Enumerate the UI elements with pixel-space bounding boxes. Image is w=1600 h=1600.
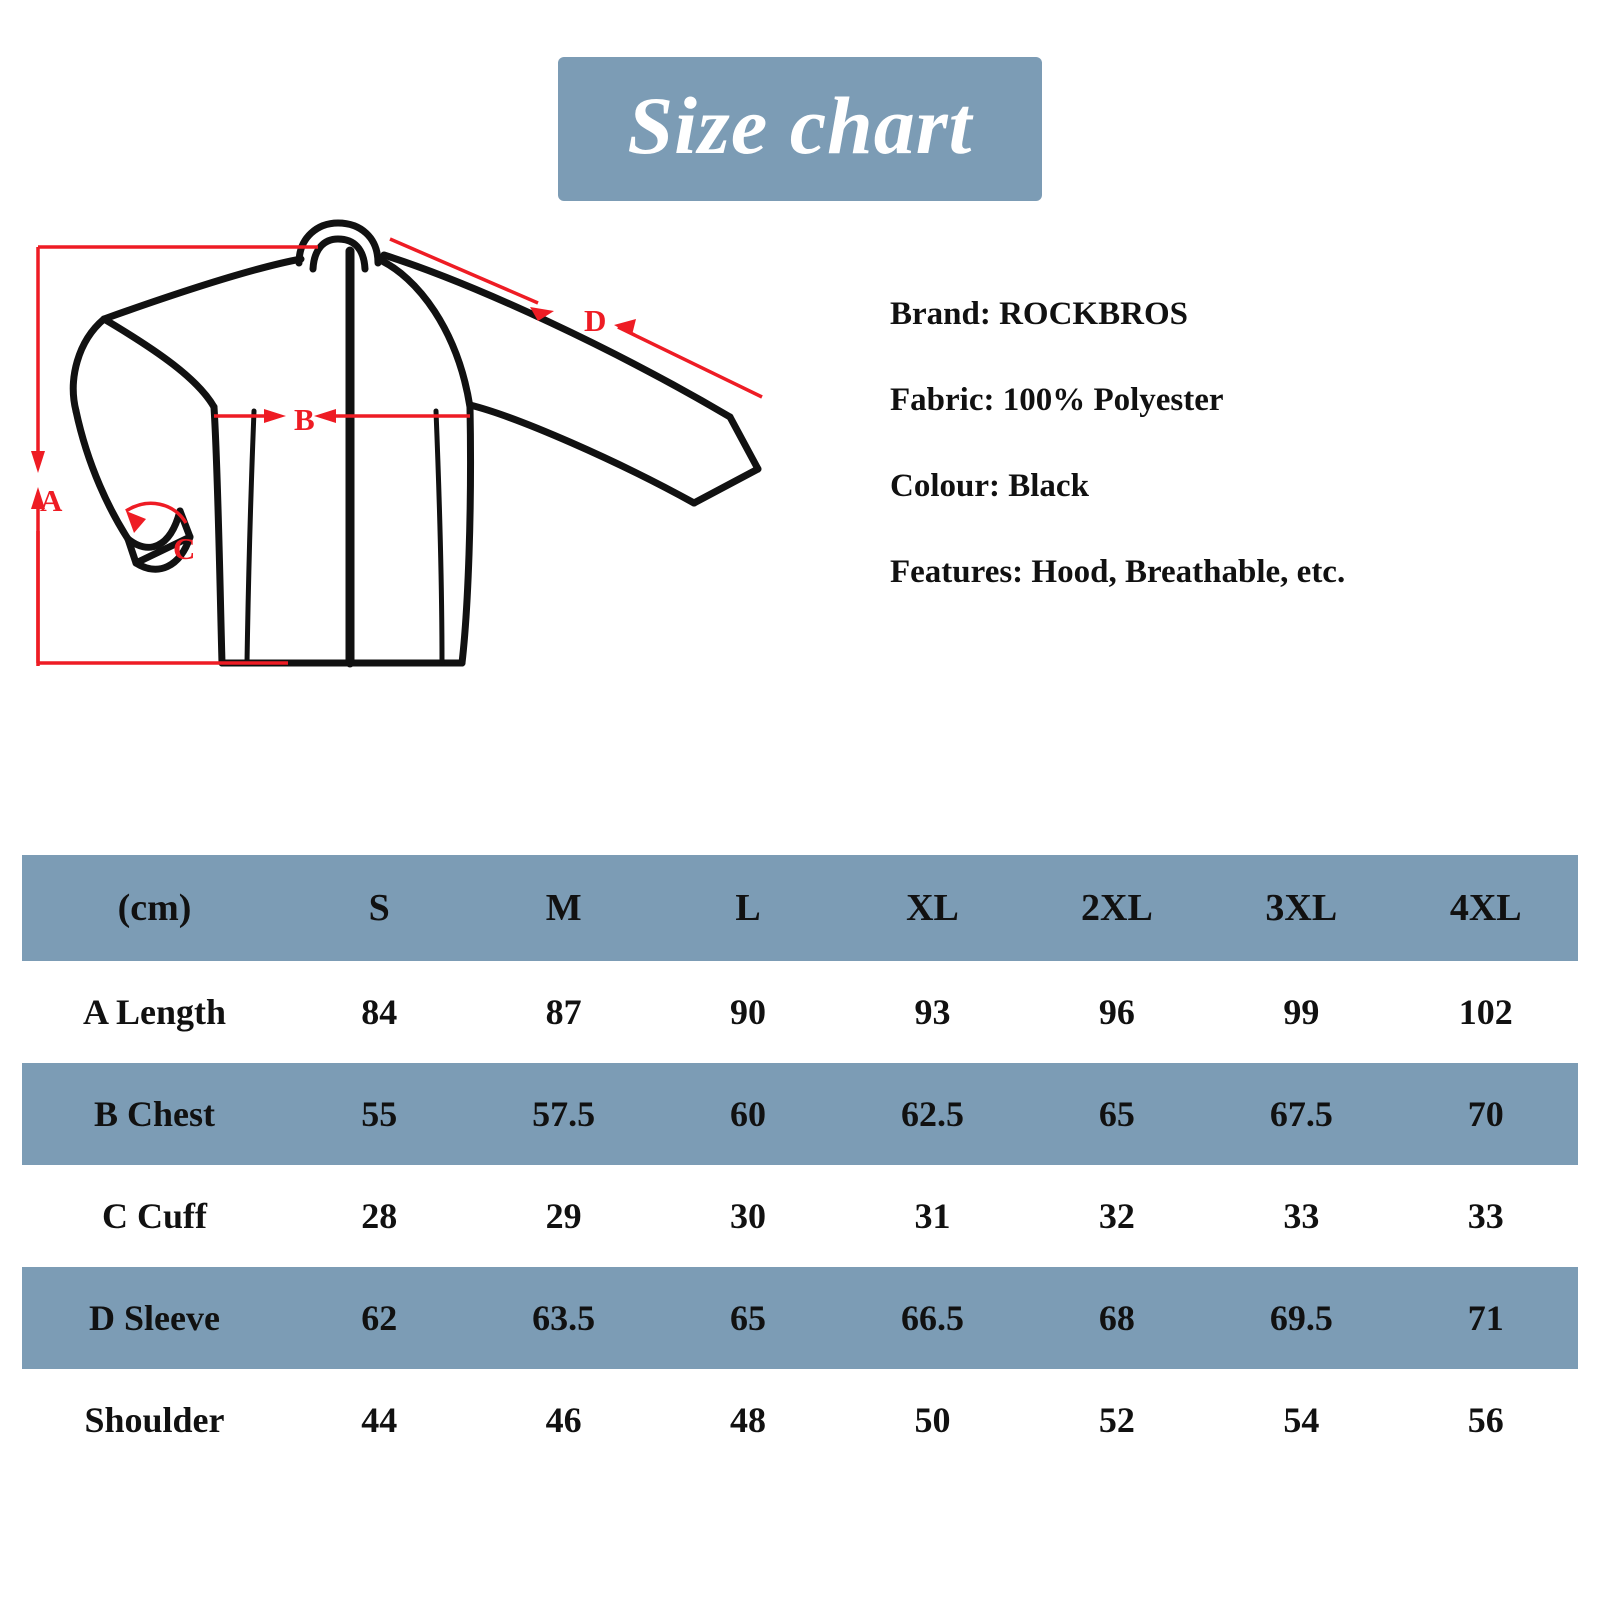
col-header-s: S — [368, 887, 390, 929]
spec-features: Features: Hood, Breathable, etc. — [890, 554, 1346, 590]
cell-a-length-xl: 93 — [914, 992, 951, 1032]
cell-d-sleeve-2xl: 68 — [1098, 1298, 1135, 1338]
row-label-d-sleeve: D Sleeve — [89, 1298, 220, 1338]
col-header-l: L — [735, 887, 761, 929]
row-label-a-length: A Length — [82, 992, 227, 1032]
table-row — [22, 1165, 1578, 1267]
cell-b-chest-2xl: 65 — [1098, 1094, 1135, 1134]
col-header-2xl: 2XL — [1081, 887, 1153, 929]
cell-a-length-4xl: 102 — [1458, 992, 1513, 1032]
cell-d-sleeve-l: 65 — [730, 1298, 767, 1338]
cell-shoulder-3xl: 54 — [1283, 1400, 1320, 1440]
cell-shoulder-m: 46 — [545, 1400, 582, 1440]
cell-d-sleeve-3xl: 69.5 — [1269, 1298, 1333, 1338]
cell-a-length-2xl: 96 — [1098, 992, 1135, 1032]
size-table — [22, 855, 1578, 1471]
cell-c-cuff-4xl: 33 — [1467, 1196, 1504, 1236]
label-c: C — [173, 531, 196, 566]
label-a: A — [40, 483, 63, 518]
row-label-c-cuff: C Cuff — [102, 1196, 207, 1236]
page-title: Size chart — [558, 57, 1043, 201]
col-header-4xl: 4XL — [1449, 887, 1522, 929]
label-d: D — [584, 303, 607, 338]
row-label-shoulder: Shoulder — [84, 1400, 225, 1440]
cell-shoulder-s: 44 — [361, 1400, 398, 1440]
cell-c-cuff-l: 30 — [730, 1196, 767, 1236]
cell-b-chest-4xl: 70 — [1467, 1094, 1504, 1134]
label-b: B — [294, 402, 315, 437]
cell-d-sleeve-4xl: 71 — [1467, 1298, 1504, 1338]
cell-c-cuff-xl: 31 — [914, 1196, 951, 1236]
cell-b-chest-m: 57.5 — [532, 1094, 596, 1134]
cell-c-cuff-2xl: 32 — [1098, 1196, 1135, 1236]
middle-section — [0, 201, 1600, 761]
cell-c-cuff-s: 28 — [361, 1196, 398, 1236]
cell-a-length-l: 90 — [730, 992, 767, 1032]
product-specs — [890, 296, 1570, 591]
cell-c-cuff-m: 29 — [545, 1196, 582, 1236]
cell-d-sleeve-s: 62 — [361, 1298, 398, 1338]
table-row — [22, 961, 1578, 1063]
table-row — [22, 1369, 1578, 1471]
col-header-unit: (cm) — [117, 887, 192, 929]
cell-b-chest-s: 55 — [361, 1094, 398, 1134]
cell-c-cuff-3xl: 33 — [1283, 1196, 1320, 1236]
cell-b-chest-l: 60 — [730, 1094, 767, 1134]
spec-colour: Colour: Black — [890, 468, 1089, 504]
table-row — [22, 1063, 1578, 1165]
col-header-xl: XL — [906, 887, 959, 929]
garment-diagram — [18, 211, 838, 741]
cell-b-chest-xl: 62.5 — [900, 1094, 964, 1134]
table-row — [22, 1267, 1578, 1369]
size-table-container — [22, 855, 1578, 1471]
cell-shoulder-xl: 50 — [914, 1400, 951, 1440]
cell-shoulder-4xl: 56 — [1467, 1400, 1504, 1440]
table-header-row — [22, 855, 1578, 961]
cell-shoulder-2xl: 52 — [1098, 1400, 1135, 1440]
cell-b-chest-3xl: 67.5 — [1269, 1094, 1333, 1134]
cell-a-length-s: 84 — [361, 992, 398, 1032]
cell-d-sleeve-xl: 66.5 — [900, 1298, 964, 1338]
col-header-3xl: 3XL — [1265, 887, 1338, 929]
cell-a-length-3xl: 99 — [1283, 992, 1320, 1032]
spec-fabric: Fabric: 100% Polyester — [890, 382, 1224, 418]
col-header-m: M — [545, 887, 582, 929]
cell-a-length-m: 87 — [545, 992, 582, 1032]
spec-brand: Brand: ROCKBROS — [890, 296, 1188, 332]
title-bar — [0, 0, 1600, 201]
cell-shoulder-l: 48 — [730, 1400, 767, 1440]
cell-d-sleeve-m: 63.5 — [532, 1298, 596, 1338]
row-label-b-chest: B Chest — [93, 1094, 215, 1134]
